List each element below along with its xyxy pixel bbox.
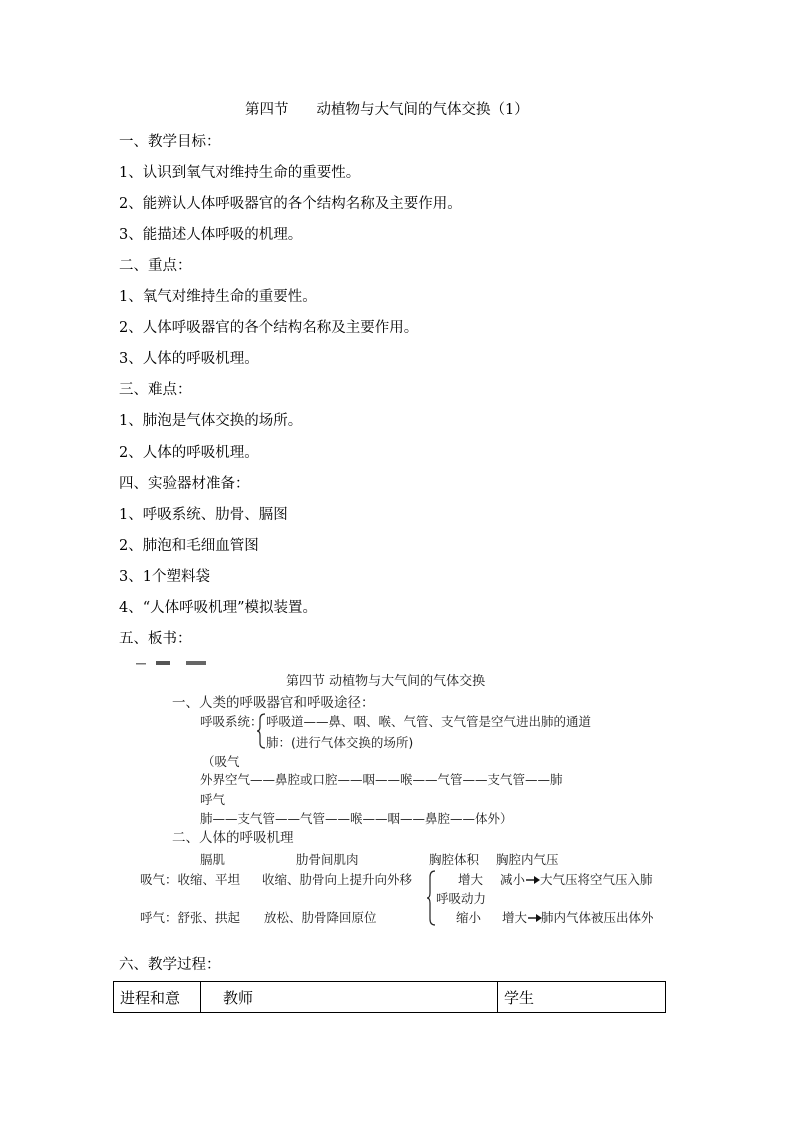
title-section-number: 第四节 bbox=[245, 102, 289, 118]
goals-heading: 一、教学目标： bbox=[119, 134, 221, 150]
board-exhale-volume: 缩小 bbox=[456, 910, 482, 925]
table-header-row bbox=[114, 982, 666, 1013]
goal-item: 3、能描述人体呼吸的机理。 bbox=[119, 227, 303, 243]
board-col-intercostal: 肋骨间肌肉 bbox=[296, 852, 359, 867]
board-part1-heading: 一、人类的呼吸器官和呼吸途径： bbox=[172, 695, 375, 711]
board-col-diaphragm: 膈肌 bbox=[200, 852, 226, 867]
board-inhale-path: 外界空气——鼻腔或口腔——咽——喉——气管——支气管——肺 bbox=[200, 772, 563, 787]
key-item: 2、人体呼吸器官的各个结构名称及主要作用。 bbox=[119, 320, 419, 336]
table-cell-teacher: 教师 bbox=[201, 982, 498, 1013]
material-item: 3、1个塑料袋 bbox=[119, 569, 210, 585]
board-exhale-path: 肺——支气管——气管——喉——咽——鼻腔——体外） bbox=[200, 811, 513, 826]
board-system-label: 呼吸系统： bbox=[200, 714, 263, 729]
board-part2-heading: 二、人体的呼吸机理 bbox=[172, 830, 294, 846]
key-item: 3、人体的呼吸机理。 bbox=[119, 351, 259, 367]
table-cell-process: 进程和意 bbox=[114, 982, 201, 1013]
process-heading: 六、教学过程： bbox=[119, 957, 221, 973]
board-lung: 肺：(进行气体交换的场所) bbox=[266, 735, 414, 750]
board-col-volume: 胸腔体积 bbox=[429, 852, 480, 867]
curly-brace-icon bbox=[426, 870, 436, 926]
board-exhale-muscle: 放松、肋骨降回原位 bbox=[264, 910, 377, 925]
material-item: 4、“人体呼吸机理”模拟装置。 bbox=[119, 600, 318, 616]
board-col-pressure: 胸腔内气压 bbox=[496, 852, 559, 867]
key-item: 1、氧气对维持生命的重要性。 bbox=[119, 289, 317, 305]
board-exhale-label: 呼气 bbox=[200, 792, 226, 807]
board-inhale-result: 大气压将空气压入肺 bbox=[540, 872, 653, 887]
key-heading: 二、重点： bbox=[119, 258, 192, 274]
material-item: 2、肺泡和毛细血管图 bbox=[119, 538, 259, 554]
board-exhale-result: 肺内气体被压出体外 bbox=[541, 910, 654, 925]
board-exhale-pressure: 增大 bbox=[502, 910, 528, 925]
board-inhale-volume: 增大 bbox=[458, 872, 484, 887]
title-topic: 动植物与大气间的气体交换（1） bbox=[316, 102, 529, 118]
board-respiratory-tract: 呼吸道——鼻、咽、喉、气管、支气管是空气进出肺的通道 bbox=[266, 714, 592, 729]
arrow-right-icon bbox=[528, 914, 542, 922]
board-heading: 五、板书： bbox=[119, 631, 192, 647]
board-inhale-label: （吸气 bbox=[202, 754, 240, 769]
difficult-heading: 三、难点： bbox=[119, 382, 192, 398]
material-item: 1、呼吸系统、肋骨、膈图 bbox=[119, 507, 288, 523]
materials-heading: 四、实验器材准备： bbox=[119, 476, 250, 492]
curly-brace-icon bbox=[256, 713, 266, 749]
board-title: 第四节 动植物与大气间的气体交换 bbox=[286, 674, 486, 689]
board-inhale-muscle: 收缩、肋骨向上提升向外移 bbox=[262, 872, 413, 887]
arrow-right-icon bbox=[526, 876, 540, 884]
goal-item: 1、认识到氧气对维持生命的重要性。 bbox=[119, 165, 361, 181]
board-exhale-row: 呼气：舒张、拱起 bbox=[140, 910, 241, 925]
board-respiratory-power: 呼吸动力 bbox=[436, 891, 487, 906]
teaching-process-table bbox=[113, 981, 666, 1013]
difficult-item: 2、人体的呼吸机理。 bbox=[119, 445, 259, 461]
table-cell-student: 学生 bbox=[498, 982, 666, 1013]
goal-item: 2、能辨认人体呼吸器官的各个结构名称及主要作用。 bbox=[119, 196, 462, 212]
board-inhale-pressure: 减小 bbox=[500, 872, 526, 887]
board-inhale-row: 吸气：收缩、平坦 bbox=[140, 872, 241, 887]
board-writing-image bbox=[120, 662, 675, 930]
document-title bbox=[245, 101, 529, 119]
difficult-item: 1、肺泡是气体交换的场所。 bbox=[119, 413, 303, 429]
